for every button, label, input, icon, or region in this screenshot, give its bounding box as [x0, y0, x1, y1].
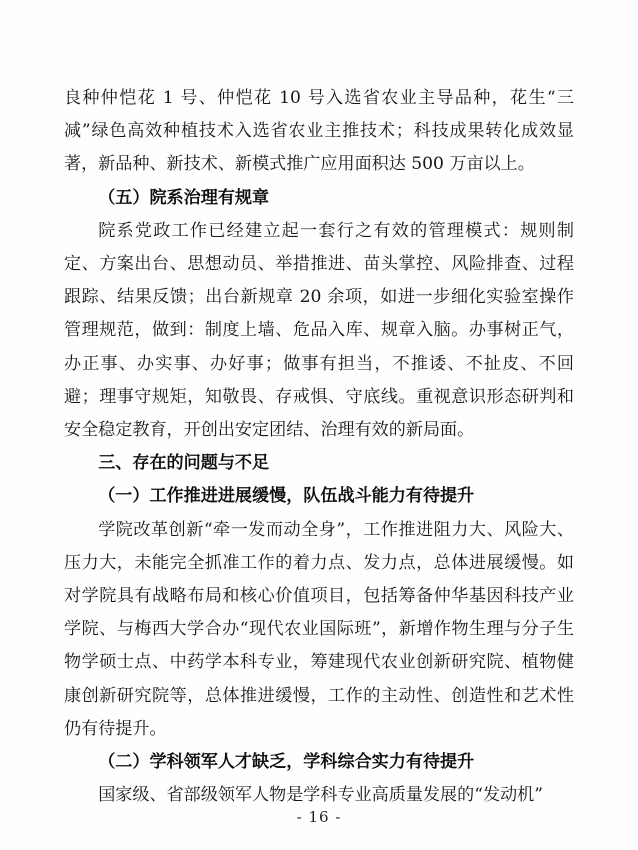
- subsection-heading-two: （二）学科领军人才缺乏，学科综合实力有待提升: [98, 752, 475, 773]
- subsection-heading-one: （一）工作推进进展缓慢，队伍战斗能力有待提升: [98, 486, 475, 507]
- paragraph-talent-shortage: 国家级、省部级领军人物是学科专业高质量发展的“发动机”: [98, 785, 544, 806]
- paragraph-progress-issues: 学院改革创新“牵一发而动全身”，工作推进阻力大、风险大、压力大，未能完全抓准工作的着力点、发力点，总体进展缓慢。如对学院具有战略布局和核心价值项目，包括筹备仲华基因科技产业学院、与梅西大学合办“现代农业国际班”，新增作物生理与分子生物学硕士点、中药学本科专业，筹建现代农业创新研究院、植物健康创新研究院等，总体推进缓慢，工作的主动性、创造性和艺术性仍有待提升。: [64, 519, 574, 739]
- paragraph-governance: 院系党政工作已经建立起一套行之有效的管理模式：规则制定、方案出台、思想动员、举措推进、苗头掌控、风险排查、过程跟踪、结果反馈；出台新规章 20 余项，如进一步细化实验室操作管理规范，做到：制度上墙、危品入库、规章入脑。办事树正气，办正事、办实事、办好事；做事有担当，不推诿、不扯皮、不回避；理事守规矩，知敬畏、存戒惧、守底线。重视意识形态研判和安全稳定教育，开创出安定团结、治理有效的新局面。: [64, 220, 574, 441]
- page-number: - 16 -: [296, 808, 342, 826]
- section-heading-three: 三、存在的问题与不足: [98, 453, 270, 474]
- paragraph-continuation: 良种仲恺花 1 号、仲恺花 10 号入选省农业主导品种，花生“三减”绿色高效种植技术入选省农业主推技术；科技成果转化成效显著，新品种、新技术、新模式推广应用面积达 500 万亩以上。: [64, 88, 574, 175]
- section-heading-five: （五）院系治理有规章: [98, 187, 270, 208]
